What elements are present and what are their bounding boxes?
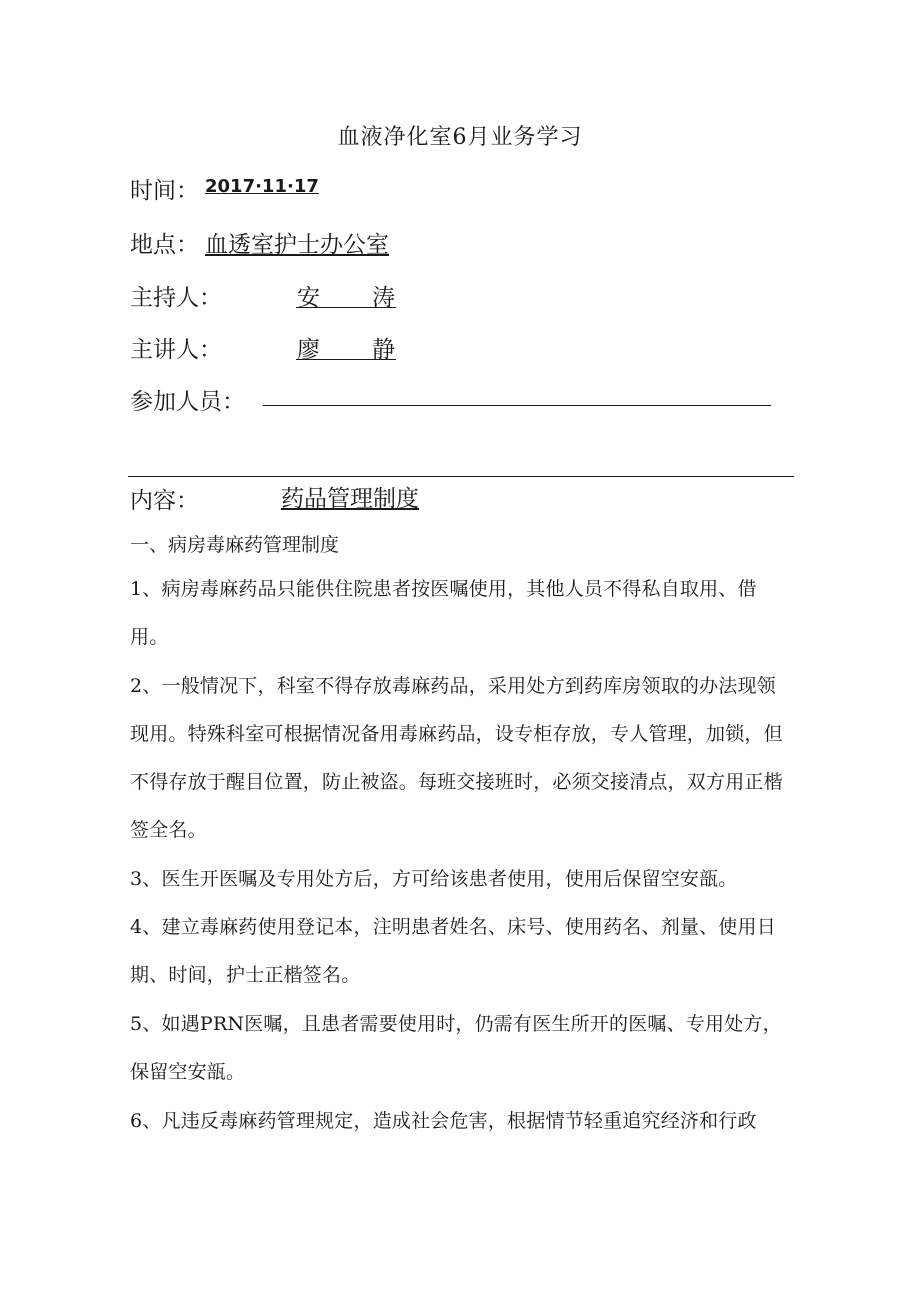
host-name-second: 涛: [372, 285, 395, 311]
separator-line: [128, 476, 794, 477]
paragraph-6: 6、凡违反毒麻药管理规定，造成社会危害，根据情节轻重追究经济和行政: [130, 1110, 757, 1132]
speaker-name-second: 静: [372, 337, 395, 363]
attendees-blank-line: [263, 405, 771, 406]
paragraph-3: 3、医生开医嘱及专用处方后，方可给该患者使用，使用后保留空安瓿。: [130, 868, 738, 890]
paragraph-4: 4、建立毒麻药使用登记本，注明患者姓名、床号、使用药名、剂量、使用日期、时间，护士正楷签名。: [130, 916, 776, 986]
place-label: 地点：: [130, 232, 199, 258]
attendees-label: 参加人员：: [130, 389, 245, 415]
time-label: 时间：: [130, 178, 199, 204]
paragraph-5: 5、如遇PRN医嘱，且患者需要使用时，仍需有医生所开的医嘱、专用处方，保留空安瓿。: [130, 1013, 782, 1083]
speaker-label: 主讲人：: [130, 337, 222, 363]
content-label: 内容：: [130, 488, 199, 514]
host-underline: [296, 307, 396, 308]
speaker-name-first: 廖: [297, 337, 320, 363]
document-title: 血液净化室6月业务学习: [337, 125, 583, 150]
place-value: 血透室护士办公室: [205, 232, 389, 258]
host-label: 主持人：: [130, 285, 222, 311]
section-heading: 一、病房毒麻药管理制度: [130, 534, 340, 556]
paragraph-2: 2、一般情况下，科室不得存放毒麻药品，采用处方到药库房领取的办法现领现用。特殊科室可根据情况备用毒麻药品，设专柜存放，专人管理，加锁，但不得存放于醒目位置，防止被盗。每班交接班时，必须交接清点，双方用正楷签全名。: [130, 675, 783, 841]
speaker-underline: [296, 359, 396, 360]
content-value: 药品管理制度: [281, 486, 419, 512]
paragraph-1: 1、病房毒麻药品只能供住院患者按医嘱使用，其他人员不得私自取用、借用。: [130, 578, 757, 648]
host-name-first: 安: [297, 285, 320, 311]
time-value: 2017·11·17: [205, 176, 319, 197]
